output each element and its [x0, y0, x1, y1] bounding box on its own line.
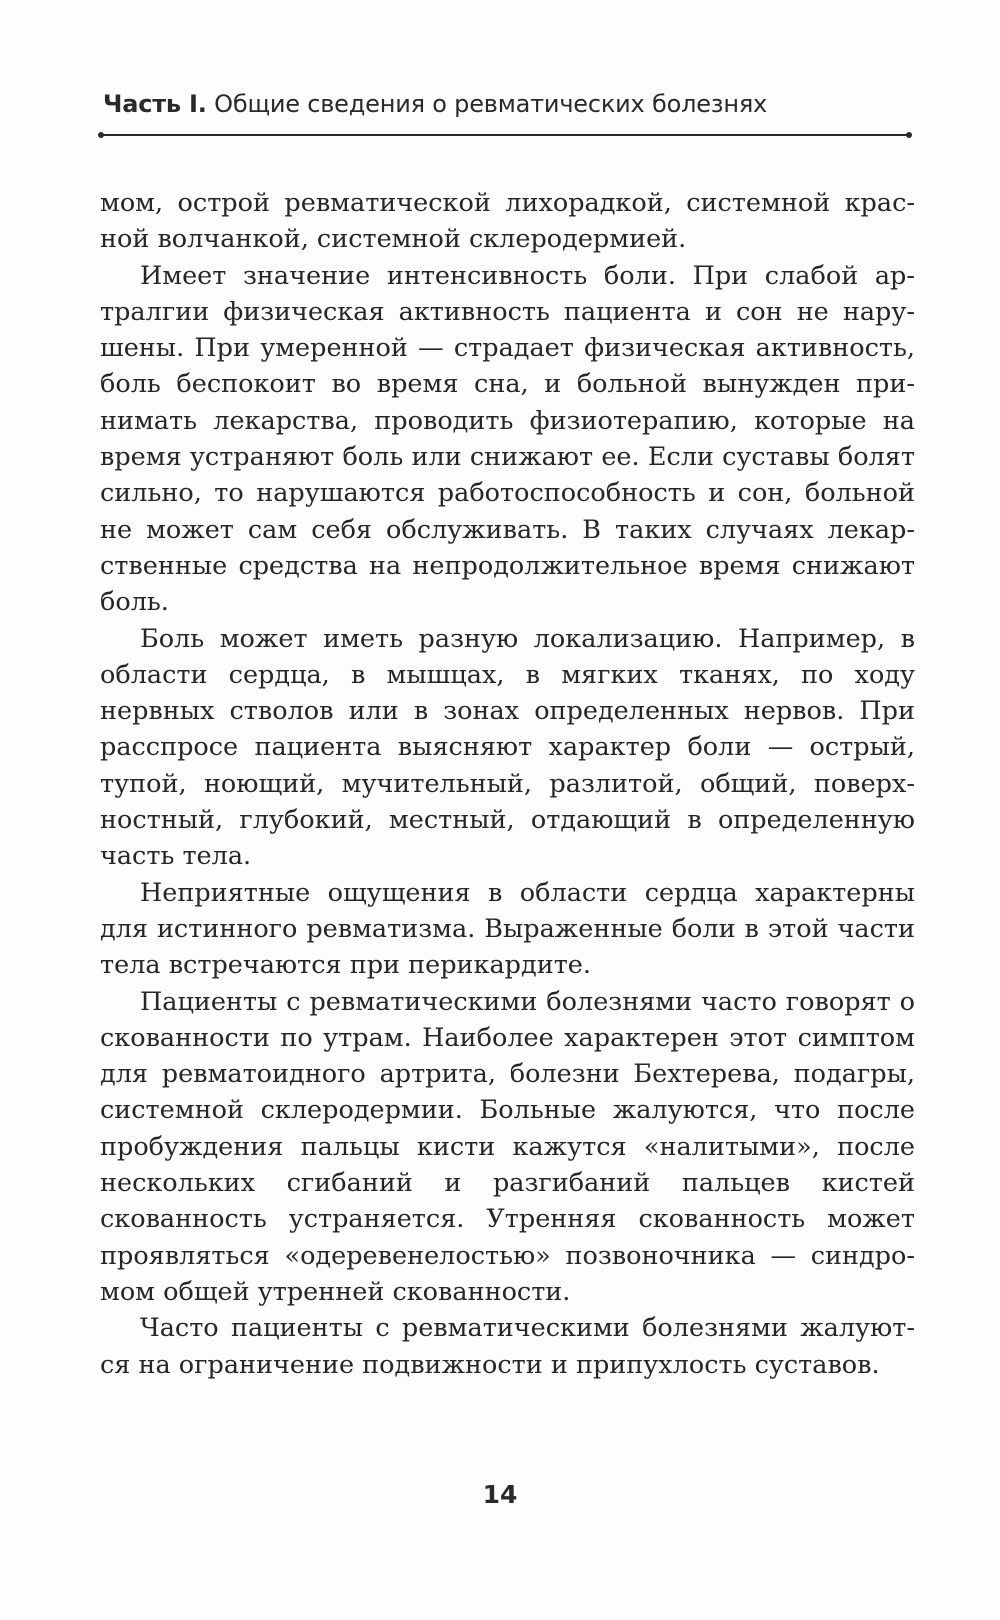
paragraph: Имеет значение интенсивность боли. При слабой артралгии физическая активность пациента и сон не нарушены. При умеренной — страдает физическая активность, боль беспокоит во время сна, и больной вынужден принимать лекарства, проводить физиотерапию, которые на время устраняют боль или снижают ее. Если суставы болят сильно, то нарушаются работоспособность и сон, больной не может сам себя обслуживать. В таких случаях лекарственные средства на непродолжительное время снижают боль.	[100, 260, 915, 618]
paragraph: Пациенты с ревматическими болезнями часто говорят о скованности по утрам. Наиболее характерен этот симптом для ревматоидного артрита, болезни Бехтерева, подагры, системной склеродермии. Больные жалуются, что после пробуждения пальцы кисти кажутся «налитыми», после нескольких сгибаний и разгибаний пальцев кистей скованность устраняется. Утренняя скованность может проявляться «одеревенелостью» позвоночника — синдромом общей утренней скованности.	[100, 986, 915, 1307]
paragraph-continued: мом, острой ревматической лихорадкой, системной красной волчанкой, системной склеродермией.	[100, 188, 915, 255]
running-header	[103, 90, 767, 118]
page-number: 14	[482, 1480, 518, 1509]
paragraph: Часто пациенты с ревматическими болезнями жалуются на ограничение подвижности и припухлость суставов.	[100, 1313, 915, 1380]
paragraph: Боль может иметь разную локализацию. Например, в области сердца, в мышцах, в мягких тканях, по ходу нервных стволов или в зонах определенных нервов. При расспросе пациента выясняют характер боли — острый, тупой, ноющий, мучительный, разлитой, общий, поверхностный, глубокий, местный, отдающий в определенную часть тела.	[100, 623, 915, 872]
header-rule	[100, 134, 910, 136]
paragraph: Неприятные ощущения в области сердца характерны для истинного ревматизма. Выраженные боли в этой части тела встречаются при перикардите.	[100, 877, 915, 981]
chapter-title: Общие сведения о ревматических болезнях	[214, 90, 768, 118]
body-text	[100, 185, 915, 1383]
part-label: Часть I.	[103, 90, 207, 118]
